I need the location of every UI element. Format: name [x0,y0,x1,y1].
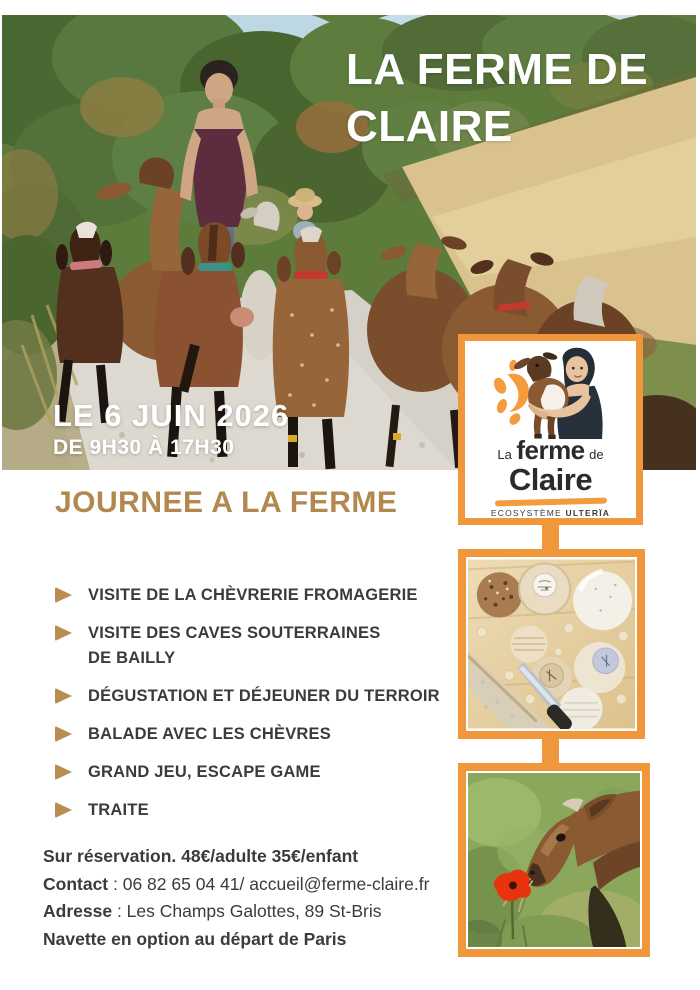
triangle-bullet-icon [55,802,72,818]
address-value: : Les Champs Galottes, 89 St-Bris [112,901,382,921]
hero-title [346,41,648,155]
sun-icon [491,359,528,427]
program-item-traite: TRAITE [55,798,455,823]
triangle-bullet-icon [55,625,72,641]
triangle-bullet-icon [55,688,72,704]
logo-card [458,334,643,525]
triangle-bullet-icon [55,726,72,742]
program-list [55,583,455,836]
program-item-degustation: DÉGUSTATION ET DÉJEUNER DU TERROIR [55,684,455,709]
page-title: JOURNEE A LA FERME [55,486,398,519]
brand-claire: Claire [508,462,593,498]
cheese-photo-card [458,549,645,739]
program-item-visite-chevrerie: VISITE DE LA CHÈVRERIE FROMAGERIE [55,583,455,608]
shuttle-line: Navette en option au départ de Paris [43,928,347,949]
woman-holding-goat-illustration [476,345,626,439]
address-line [43,898,473,926]
brush-underline-icon [494,498,606,506]
cheese-photo [468,559,635,729]
info-block [43,843,473,953]
goat-photo-card [458,763,650,957]
program-item-caves-souterraines: VISITE DES CAVES SOUTERRAINES DE BAILLY [55,621,455,671]
address-label: Adresse [43,901,113,921]
brand-de: de [589,447,604,463]
hero-title-line1: LA FERME DE [346,45,649,94]
contact-value: : 06 82 65 04 41/ accueil@ferme-claire.fr [108,873,430,894]
brand-wordmark [497,435,604,466]
brand-la: La [497,447,512,463]
program-item-balade: BALADE AVEC LES CHÈVRES [55,722,455,747]
event-time: DE 9H30 À 17H30 [53,436,235,459]
ecosystem-label: ECOSYSTÈME ULTERÏA [490,508,611,518]
hero-title-line2: CLAIRE [346,102,513,151]
brand-ferme: ferme [516,435,585,466]
contact-line [43,871,473,899]
program-item-grand-jeu: GRAND JEU, ESCAPE GAME [55,760,455,785]
reservation-price-line: Sur réservation. 48€/adulte 35€/enfant [43,846,359,866]
event-date: LE 6 JUIN 2026 [53,398,290,433]
triangle-bullet-icon [55,764,72,780]
goat-photo [468,773,640,947]
contact-label: Contact [43,873,109,894]
triangle-bullet-icon [55,587,72,603]
